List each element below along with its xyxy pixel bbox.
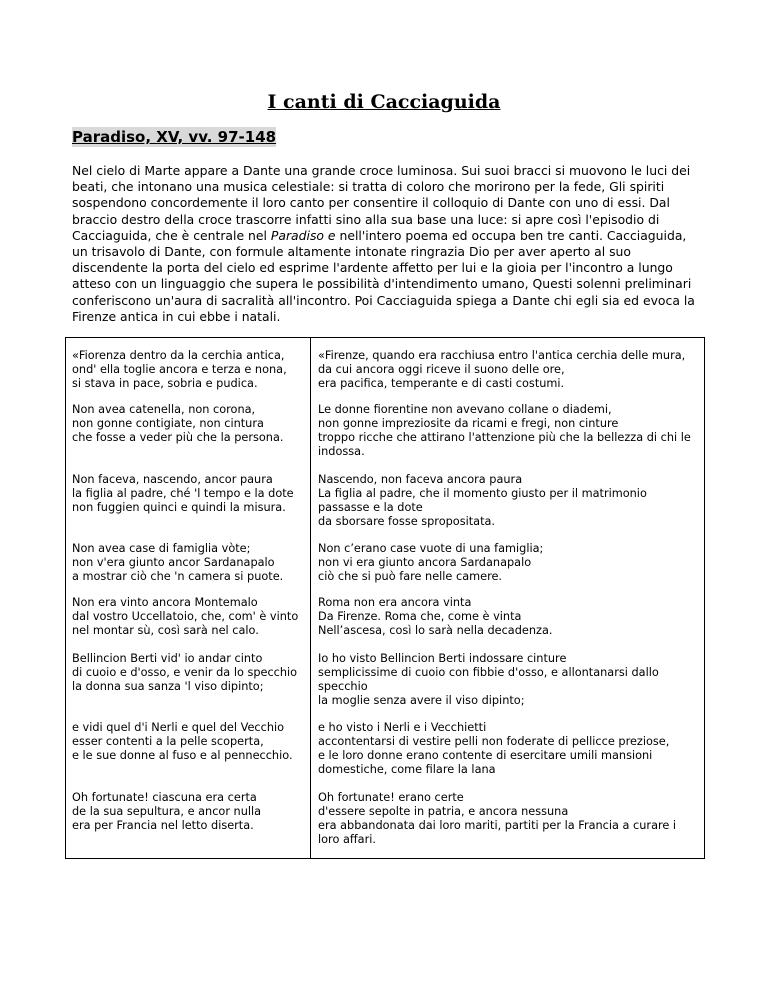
intro-text-start: Nel cielo di Marte appare a Dante una grande croce luminosa. Sui suoi bracci si muovono le luci dei beati, che intonano una musica celestiale: si tratta di coloro che morirono per la fede, Gli spiriti sospendono concordemente il loro canto per consentire il colloquio di Dante con uno di essi. Dal braccio destro della croce trascorre infatti sino alla sua base una luce: si apre così l'episodio di Cacciaguida, che è centrale nel [72, 163, 691, 243]
stanza-translation: Non c’erano case vuote di una famiglia; non vi era giunto ancora Sardanapalo ciò che si può fare nelle camere. [318, 542, 544, 583]
stanza-original: Non avea case di famiglia vòte; non v'era giunto ancor Sardanapalo a mostrar ciò che 'n camera si puote. [72, 542, 284, 583]
stanza-translation: e ho visto i Nerli e i Vecchietti accontentarsi di vestire pelli non foderate di pellicce preziose, e le loro donne erano contente di esercitare umili mansioni domestiche, come filare la lana [318, 721, 670, 776]
stanza-original: Non avea catenella, non corona, non gonne contigiate, non cintura che fosse a veder più che la persona. [72, 403, 284, 444]
stanza-original: Oh fortunate! ciascuna era certa de la sua sepultura, e ancor nulla era per Francia nel letto diserta. [72, 791, 262, 832]
stanza-original: Bellincion Berti vid' io andar cinto di cuoio e d'osso, e venir da lo specchio la donna sua sanza 'l viso dipinto; [72, 652, 298, 693]
stanza-translation: Nascendo, non faceva ancora paura La figlia al padre, che il momento giusto per il matrimonio passasse e la dote da sborsare fosse spropositata. [318, 473, 647, 528]
stanza-translation: Oh fortunate! erano certe d'essere sepolte in patria, e ancora nessuna era abbandonata dai loro mariti, partiti per la Francia a curare i loro affari. [318, 791, 677, 846]
stanza-original: Non faceva, nascendo, ancor paura la figlia al padre, ché 'l tempo e la dote non fuggien quinci e quindi la misura. [72, 473, 294, 514]
stanza-translation: Io ho visto Bellincion Berti indossare cinture semplicissime di cuoio con fibbie d'osso, e allontanarsi dallo specchio la moglie senza avere il viso dipinto; [318, 652, 659, 707]
document-title: I canti di Cacciaguida [267, 91, 501, 113]
stanza-original: e vidi quel d'i Nerli e quel del Vecchio esser contenti a la pelle scoperta, e le sue donne al fuso e al pennecchio. [72, 721, 293, 762]
intro-italic-title: Paradiso e [270, 227, 336, 243]
stanza-original: Non era vinto ancora Montemalo dal vostro Uccellatoio, che, com' è vinto nel montar sù, così sarà nel calo. [72, 596, 299, 637]
intro-text-end: nell'intero poema ed occupa ben tre canti. Cacciaguida, un trisavolo di Dante, con formule altamente intonate ringrazia Dio per aver aperto al suo discendente la porta del cielo ed esprime l'ardente affetto per lui e la gioia per l'incontro a lungo atteso con un linguaggio che supera le possibilità d'intendimento umano, Questi solenni preliminari conferiscono un'aura di sacralità all'incontro. Poi Cacciaguida spiega a Dante chi egli sia ed evoca la Firenze antica in cui ebbe i natali. [72, 227, 695, 324]
stanza-translation: «Firenze, quando era racchiusa entro l'antica cerchia delle mura, da cui ancora oggi riceve il suono delle ore, era pacifica, temperante e di casti costumi. [318, 349, 686, 390]
intro-paragraph [72, 163, 702, 325]
stanza-translation: Le donne fiorentine non avevano collane o diademi, non gonne impreziosite da ricami e fregi, non cinture troppo ricche che attirano l'attenzione più che la bellezza di chi le indossa. [318, 403, 691, 458]
stanza-translation: Roma non era ancora vinta Da Firenze. Roma che, come è vinta Nell’ascesa, così lo sarà nella decadenza. [318, 596, 553, 637]
section-heading: Paradiso, XV, vv. 97-148 [72, 128, 277, 146]
column-divider [310, 337, 311, 859]
stanza-original: «Fiorenza dentro da la cerchia antica, ond' ella toglie ancora e terza e nona, si stava in pace, sobria e pudica. [72, 349, 287, 390]
